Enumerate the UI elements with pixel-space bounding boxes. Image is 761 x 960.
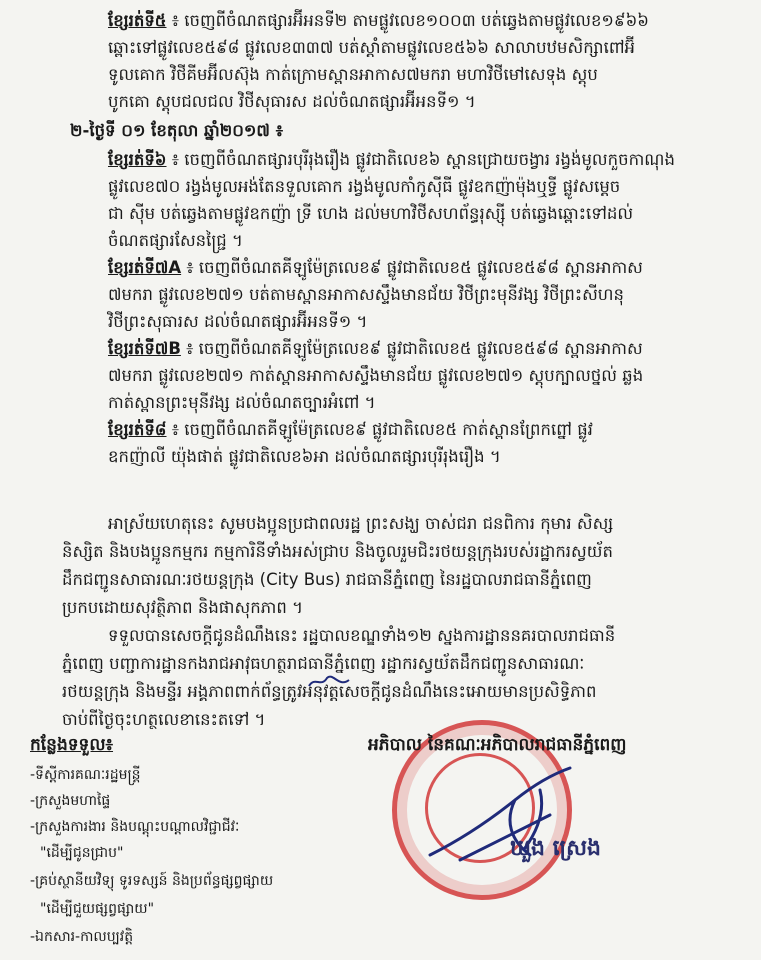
section-2-heading: ២-ថ្ងៃទី ០១ ខែតុលា ឆ្នាំ២០១៧ ៖ [70, 121, 283, 140]
initial-mark [305, 670, 353, 692]
para1-line-2: និស្សិត និងបងប្អូនកម្មករ កម្មការិនីទាំងអស់ជ្រាប និងចូលរួមជិះរថយន្តក្រុងរបស់រដ្ឋាករស្វយ័ត [62, 542, 613, 561]
route-5-line-1: ខ្សែរត់ទី៥ ៖ ចេញពីចំណតផ្សារអ៊ីអនទី២ តាមផ្លូវលេខ១០០៣ បត់ឆ្វេងតាមផ្លូវលេខ១៩៦៦ [108, 11, 649, 30]
route-6-line-2: ផ្លូវលេខ៧០ រង្វង់មូលអង់តែនទួលគោក រង្វង់មូលកាំកូស៊ីធី ផ្លូវឧកញ៉ាម៉ុងឬទ្ធី ផ្លូវសម្តេច [108, 177, 621, 196]
recipients-title: កន្លែងទទួល៖ [30, 735, 114, 755]
recipient-4: -គ្រប់ស្ថានីយវិទ្យុ ទូរទស្សន៍ និងប្រព័ន្ធផ្សព្វផ្សាយ [30, 873, 274, 889]
para1-line-4: ប្រកបដោយសុវត្ថិភាព និងផាសុកភាព ។ [62, 598, 303, 617]
route-7b-line-2: ៧មករា ផ្លូវលេខ២៧១ កាត់ស្ពានអាកាសស្ទឹងមានជ័យ ផ្លូវលេខ២៧១ ស្តុបក្បាលថ្នល់ ឆ្លង [108, 366, 644, 385]
route-7a-label: ខ្សែរត់ទី៧A [108, 258, 182, 277]
para2-line-3: រថយន្តក្រុង និងមន្ទីរ អង្គភាពពាក់ព័ន្ធត្រូវអនុវត្តសេចក្តីជូនដំណឹងនេះអោយមានប្រសិទ្ធិភាព [62, 682, 597, 701]
route-6-label: ខ្សែរត់ទី៦ [108, 150, 167, 169]
route-7a-line-2: ៧មករា ផ្លូវលេខ២៧១ បត់តាមស្ពានអាកាសស្ទឹងមានជ័យ វិថីព្រះមុនីវង្ស វិថីព្រះសីហនុ [108, 285, 624, 304]
route-5-line-2: ឆ្ពោះទៅផ្លូវលេខ៥៩៨ ផ្លូវលេខ៣៣៧ បត់ស្តាំតាមផ្លូវលេខ៥៦៦ សាលាបឋមសិក្សាពៅអ៊ី [108, 38, 636, 57]
route-5-line-3: ទូលគោក វិថីគីមអ៊ីលស៊ុង កាត់ក្រោមស្ពានអាកាស៧មករា មហាវិថីមៅសេទុង ស្តុប [108, 65, 598, 84]
signature-title: អភិបាល នៃគណៈអភិបាលរាជធានីភ្នំពេញ [368, 735, 627, 755]
recipient-5: -ឯកសារ-កាលប្បវត្តិ [30, 929, 134, 945]
route-7b-line-3: កាត់ស្ពានព្រះមុនីវង្ស ដល់ចំណតច្បារអំពៅ ។ [108, 393, 376, 412]
para2-line-1: ទទួលបានសេចក្តីជូនដំណឹងនេះ រដ្ឋបាលខណ្ឌទាំង១២ ស្នងការដ្ឋាននគរបាលរាជធានី [108, 626, 616, 645]
recipient-3: -ក្រសួងការងារ និងបណ្តុះបណ្តាលវិជ្ជាជីវៈ [30, 819, 240, 835]
recipient-3-note: "ដើម្បីជូនជ្រាប" [40, 845, 124, 861]
signature-name: ឃួង ស្រេង [510, 836, 602, 861]
route-6-line-3: ជា ស៊ីម បត់ឆ្វេងតាមផ្លូវឧកញ៉ា ទ្រី ហេង ដល់មហាវិថីសហព័ន្ធរុស្ស៊ី បត់ឆ្វេងឆ្ពោះទៅដល់ [108, 204, 634, 223]
para1-line-3: ដឹកជញ្ជូនសាធារណៈរថយន្តក្រុង (City Bus) រាជធានីភ្នំពេញ នៃរដ្ឋបាលរាជធានីភ្នំពេញ [62, 570, 592, 589]
para2-line-2: ភ្នំពេញ បញ្ជាការដ្ឋានកងរាជអាវុធហត្ថរាជធានីភ្នំពេញ រដ្ឋាករស្វយ័តដឹកជញ្ជូនសាធារណៈ [62, 654, 585, 673]
route-7a-line-1: ខ្សែរត់ទី៧A ៖ ចេញពីចំណតគីឡូម៉ែត្រលេខ៩ ផ្លូវជាតិលេខ៥ ផ្លូវលេខ៥៩៨ ស្ពានអាកាស [108, 258, 643, 277]
route-8-line-1: ខ្សែរត់ទី៨ ៖ ចេញពីចំណតគីឡូម៉ែត្រលេខ៩ ផ្លូវជាតិលេខ៥ កាត់ស្ពានព្រែកព្នៅ ផ្លូវ [108, 420, 593, 439]
recipient-4-note: "ដើម្បីជួយផ្សព្វផ្សាយ" [40, 901, 155, 917]
route-7b-label: ខ្សែរត់ទី៧B [108, 339, 181, 358]
route-8-label: ខ្សែរត់ទី៨ [108, 420, 167, 439]
route-5-line-4: បូកគោ ស្តុបជលជល វិថីសុធារស ដល់ចំណតផ្សារអ៊ីអនទី១ ។ [108, 92, 476, 111]
route-7b-line-1: ខ្សែរត់ទី៧B ៖ ចេញពីចំណតគីឡូម៉ែត្រលេខ៩ ផ្លូវជាតិលេខ៥ ផ្លូវលេខ៥៩៨ ស្ពានអាកាស [108, 339, 643, 358]
route-6-line-1: ខ្សែរត់ទី៦ ៖ ចេញពីចំណតផ្សារបុរីរុងរឿង ផ្លូវជាតិលេខ៦ ស្ពានជ្រោយចង្វារ រង្វង់មូលកួចកាណុង [108, 150, 675, 169]
route-5-label: ខ្សែរត់ទី៥ [108, 11, 167, 30]
recipient-2: -ក្រសួងមហាផ្ទៃ [30, 793, 111, 809]
route-8-line-2: ឧកញ៉ាលី យ៉ុងផាត់ ផ្លូវជាតិលេខ៦អា ដល់ចំណតផ្សារបុរីរុងរឿង ។ [108, 447, 501, 466]
route-6-line-4: ចំណតផ្សារសែនជ្ជ្រៃ ។ [108, 231, 243, 250]
recipient-1: -ទីស្តីការគណៈរដ្ឋមន្ត្រី [30, 767, 141, 783]
para1-line-1: អាស្រ័យហេតុនេះ សូមបងប្អូនប្រជាពលរដ្ឋ ព្រះសង្ឃ ចាស់ជរា ជនពិការ កុមារ សិស្ស [108, 514, 614, 533]
para2-line-4: ចាប់ពីថ្ងៃចុះហត្ថលេខានេះតទៅ ។ [62, 710, 266, 729]
route-7a-line-3: វិថីព្រះសុធារស ដល់ចំណតផ្សារអ៊ីអនទី១ ។ [108, 312, 368, 331]
